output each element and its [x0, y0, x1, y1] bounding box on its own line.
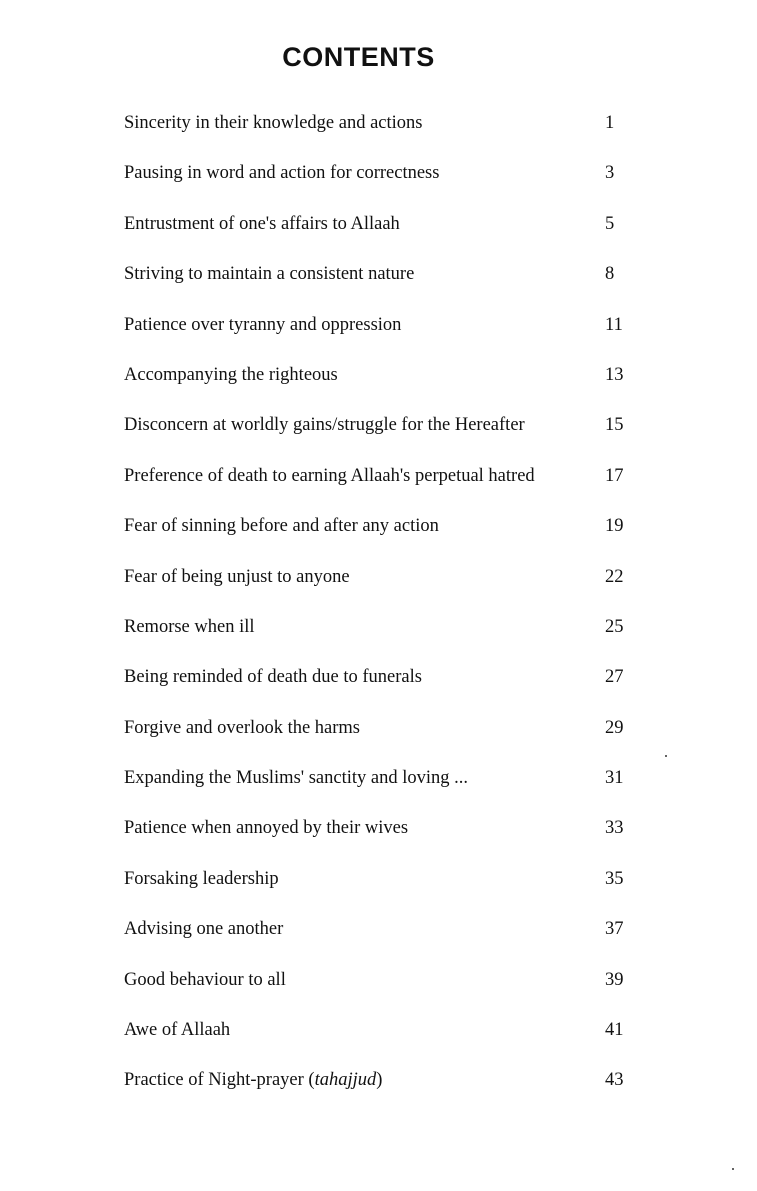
toc-entry[interactable]: [124, 110, 644, 160]
toc-entry-title: Patience over tyranny and oppression: [124, 314, 402, 335]
toc-entry-page: 25: [605, 616, 624, 637]
toc-entry-page: 13: [605, 364, 624, 385]
toc-entry-page: 35: [605, 868, 624, 889]
toc-entry-title: Pausing in word and action for correctness: [124, 163, 440, 184]
toc-entry-page: 8: [605, 264, 615, 285]
toc-entry[interactable]: [124, 211, 644, 261]
toc-entry-title: Awe of Allaah: [124, 1020, 231, 1041]
toc-entry-title: Patience when annoyed by their wives: [124, 818, 409, 839]
toc-entry-title: Forgive and overlook the harms: [124, 717, 361, 738]
toc-entry-page: 39: [605, 969, 624, 990]
toc-entry[interactable]: [124, 815, 644, 865]
toc-entry[interactable]: [124, 463, 644, 513]
toc-entry-title: Entrustment of one's affairs to Allaah: [124, 213, 400, 234]
toc-entry[interactable]: [124, 160, 644, 210]
toc-entry-page: 1: [605, 113, 615, 133]
toc-entry-title-italic: tahajjud: [314, 1070, 377, 1091]
toc-entry-title: Striving to maintain a consistent nature: [124, 264, 415, 285]
toc-entry-title: [124, 1067, 382, 1093]
toc-entry-page: 33: [605, 818, 624, 839]
toc-entry[interactable]: [124, 312, 644, 362]
toc-entry-page: 3: [605, 163, 615, 184]
toc-entry-title: Sincerity in their knowledge and actions: [124, 113, 423, 133]
toc-entry-title: Advising one another: [124, 919, 284, 940]
toc-entry[interactable]: [124, 614, 644, 664]
toc-entry-title: Fear of being unjust to anyone: [124, 566, 350, 587]
toc-entry-title: Forsaking leadership: [124, 868, 279, 889]
toc-entry-page: 41: [605, 1020, 624, 1041]
toc-entry[interactable]: [124, 967, 644, 1017]
scan-speck: [732, 1168, 734, 1170]
toc-entry-page: 11: [605, 314, 623, 335]
toc-entry[interactable]: [124, 513, 644, 563]
toc-entry[interactable]: [124, 664, 644, 714]
toc-entry-title: Fear of sinning before and after any action: [124, 516, 439, 537]
toc-entry[interactable]: [124, 564, 644, 614]
toc-entry-title: Good behaviour to all: [124, 969, 286, 990]
table-of-contents: [124, 110, 644, 1118]
toc-entry[interactable]: [124, 1017, 644, 1067]
toc-entry-title: Remorse when ill: [124, 616, 255, 637]
toc-entry-page: 19: [605, 516, 624, 537]
toc-entry[interactable]: [124, 412, 644, 462]
toc-entry-title-text: Practice of Night-prayer (: [124, 1070, 315, 1091]
toc-entry[interactable]: [124, 916, 644, 966]
toc-entry-page: 43: [605, 1070, 624, 1091]
page-title: CONTENTS: [282, 42, 435, 72]
toc-entry-title-close: ): [376, 1070, 383, 1091]
toc-entry-page: 29: [605, 717, 624, 738]
toc-entry[interactable]: [124, 1067, 644, 1117]
toc-entry[interactable]: [124, 362, 644, 412]
toc-entry-page: 17: [605, 465, 624, 486]
toc-entry-page: 15: [605, 415, 624, 436]
toc-entry[interactable]: [124, 765, 644, 815]
toc-entry-page: 31: [605, 768, 624, 789]
toc-entry[interactable]: [124, 715, 644, 765]
toc-entry-title: Preference of death to earning Allaah's perpetual hatred: [124, 465, 535, 486]
toc-entry-title: Accompanying the righteous: [124, 364, 338, 385]
toc-entry-title: Being reminded of death due to funerals: [124, 667, 422, 688]
toc-entry[interactable]: [124, 866, 644, 916]
toc-entry-title: Expanding the Muslims' sanctity and loving ...: [124, 768, 469, 789]
scan-speck: [665, 755, 667, 757]
toc-entry[interactable]: [124, 261, 644, 311]
toc-entry-title: Disconcern at worldly gains/struggle for the Hereafter: [124, 415, 525, 436]
toc-entry-page: 37: [605, 919, 624, 940]
toc-entry-page: 22: [605, 566, 624, 587]
toc-entry-page: 27: [605, 667, 624, 688]
toc-entry-page: 5: [605, 213, 615, 234]
